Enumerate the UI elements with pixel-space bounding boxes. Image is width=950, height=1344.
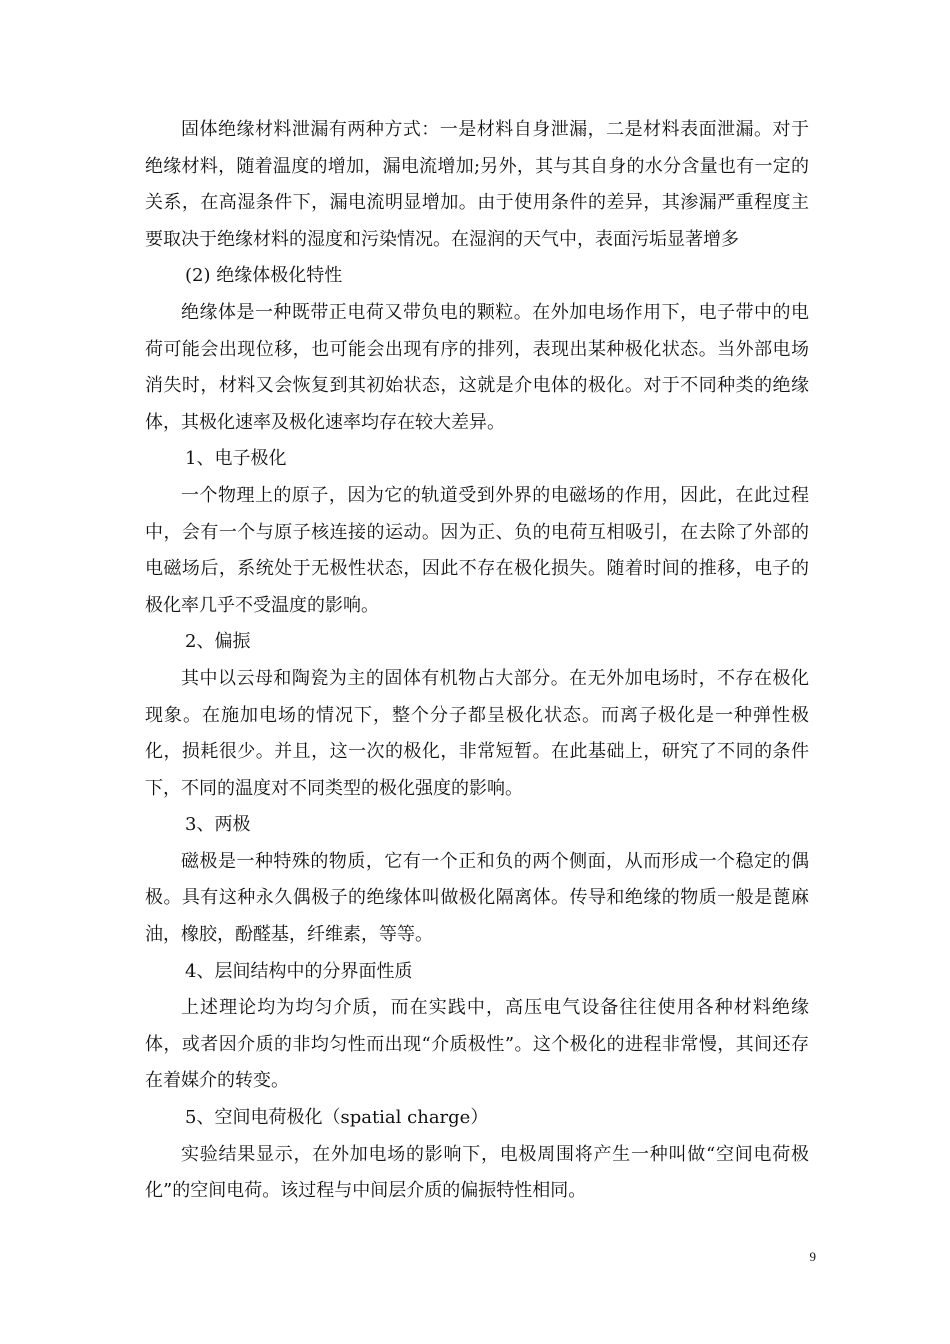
heading-dipole-polarization: 3、两极 <box>185 814 251 836</box>
heading-ionic-polarization: 2、偏振 <box>185 631 251 653</box>
paragraph-polarization-intro: 绝缘体是一种既带正电荷又带负电的颗粒。在外加电场作用下，电子带中的电荷可能会出现位移，也可能会出现有序的排列，表现出某种极化状态。当外部电场消失时，材料又会恢复到其初始状态，这就是介电体的极化。对于不同种类的绝缘体，其极化速率及极化速率均存在较大差异。 <box>145 301 809 433</box>
paragraph-electronic-polarization: 一个物理上的原子，因为它的轨道受到外界的电磁场的作用，因此，在此过程中，会有一个与原子核连接的运动。因为正、负的电荷互相吸引，在去除了外部的电磁场后，系统处于无极性状态，因此不存在极化损失。随着时间的推移，电子的极化率几乎不受温度的影响。 <box>145 484 809 616</box>
paragraph-interface-polarization: 上述理论均为均匀介质，而在实践中，高压电气设备往往使用各种材料绝缘体，或者因介质的非均匀性而出现“介质极性”。这个极化的进程非常慢，其间还存在着媒介的转变。 <box>145 997 809 1092</box>
paragraph-ionic-polarization: 其中以云母和陶瓷为主的固体有机物占大部分。在无外加电场时，不存在极化现象。在施加电场的情况下，整个分子都呈极化状态。而离子极化是一种弹性极化，损耗很少。并且，这一次的极化，非常短暂。在此基础上，研究了不同的条件下，不同的温度对不同类型的极化强度的影响。 <box>145 667 809 799</box>
heading-space-charge-polarization: 5、空间电荷极化（spatial charge） <box>185 1107 489 1129</box>
heading-electronic-polarization: 1、电子极化 <box>185 448 287 470</box>
paragraph-dipole-polarization: 磁极是一种特殊的物质，它有一个正和负的两个侧面，从而形成一个稳定的偶极。具有这种永久偶极子的绝缘体叫做极化隔离体。传导和绝缘的物质一般是蓖麻油，橡胶，酚醛基，纤维素，等等。 <box>145 850 809 946</box>
paragraph-leakage: 固体绝缘材料泄漏有两种方式：一是材料自身泄漏，二是材料表面泄漏。对于绝缘材料，随着温度的增加，漏电流增加;另外，其与其自身的水分含量也有一定的关系，在高湿条件下，漏电流明显增加。由于使用条件的差异，其渗漏严重程度主要取决于绝缘材料的湿度和污染情况。在湿润的天气中，表面污垢显著增多 <box>145 119 809 250</box>
paragraph-space-charge-polarization: 实验结果显示，在外加电场的影响下，电极周围将产生一种叫做“空间电荷极化”的空间电荷。该过程与中间层介质的偏振特性相同。 <box>145 1143 809 1202</box>
page-body <box>145 112 809 1210</box>
heading-dielectric-polarization: (2) 绝缘体极化特性 <box>185 265 343 287</box>
heading-interface-polarization: 4、层间结构中的分界面性质 <box>185 960 413 982</box>
page-number: 9 <box>809 1249 816 1264</box>
